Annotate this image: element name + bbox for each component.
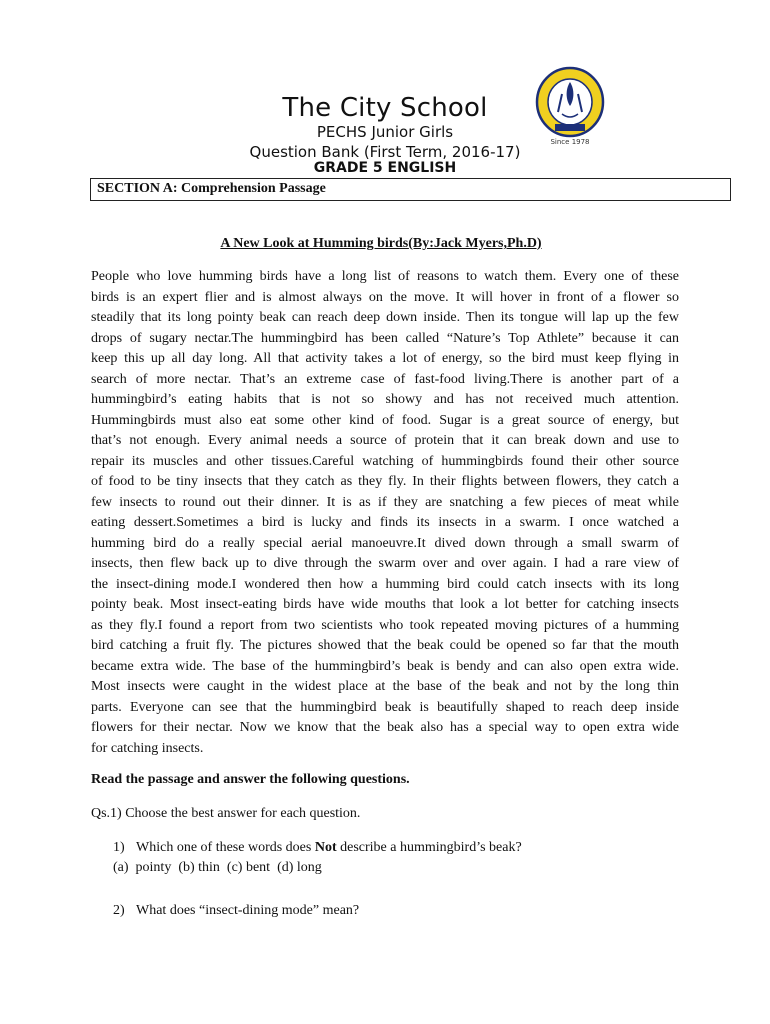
question-2-number: 2) bbox=[113, 903, 125, 918]
passage-line: as they fly.I found a report from two scientists who took repeated moving pictures of a humming bbox=[91, 617, 679, 633]
passage-title-main: A New Look at Humming birds bbox=[220, 236, 409, 251]
passage-line: became extra wide. The base of the hummingbird’s beak is bendy and can also open extra wide. bbox=[91, 658, 679, 674]
passage-line: search of more nectar. That’s an extreme case of fast-food living.There is another part of a bbox=[91, 371, 679, 387]
question-1-number: 1) bbox=[113, 840, 125, 855]
passage-line: for catching insects. bbox=[91, 740, 204, 756]
passage-line: insects, then flew back up to dive through the swarm over and over again. I had a rare view of bbox=[91, 556, 679, 571]
passage-body bbox=[91, 267, 679, 759]
school-name: The City School bbox=[282, 93, 488, 123]
passage-byline: (By:Jack Myers,Ph.D) bbox=[408, 236, 542, 251]
passage-line: keep this up all day long. All that activity takes a lot of energy, so the bird must keep flying in bbox=[91, 351, 679, 366]
passage-line: parts. Everyone can see that the hummingbird beak is beautifully shaped to reach deep inside bbox=[91, 699, 679, 715]
question-1-text-before: Which one of these words does bbox=[136, 840, 315, 855]
passage-line: repair its muscles and other tissues.Careful watching of hummingbirds found their other source bbox=[91, 453, 679, 469]
question-set-label: Qs.1) Choose the best answer for each question. bbox=[91, 806, 361, 821]
passage-line: few insects to round out their dinner. It is as if they are snatching a few pieces of meat while bbox=[91, 494, 679, 510]
passage-line: the insect-dining mode.I wondered then how a humming bird could catch insects with its long bbox=[91, 576, 679, 592]
question-1-options: (a) pointy (b) thin (c) bent (d) long bbox=[113, 860, 322, 875]
passage-line: eating dessert.Sometimes a bird is lucky and finds its insects in a swarm. I once watched a bbox=[91, 515, 679, 530]
question-2-text: What does “insect-dining mode” mean? bbox=[136, 903, 360, 918]
question-2 bbox=[113, 903, 359, 919]
passage-line: of food to be tiny insects that they catch as they fly. In their flights between flowers, they catch a bbox=[91, 474, 679, 489]
passage-line: Most insects were caught in the widest place at the base of the beak and not by the long thin bbox=[91, 679, 679, 694]
question-1 bbox=[113, 840, 522, 856]
passage-title bbox=[0, 236, 762, 252]
passage-line: steadily that its long pointy beak can reach deep down inside. Then its tongue will lap up the few bbox=[91, 310, 679, 325]
instruction-text: Read the passage and answer the following questions. bbox=[91, 772, 410, 787]
passage-line: bird catching a fruit fly. The pictures showed that the beak could be opened so far that the mouth bbox=[91, 638, 679, 653]
question-1-text-after: describe a hummingbird’s beak? bbox=[336, 840, 522, 855]
passage-line: hummingbird’s eating habits that is not so showy and has not received much attention. bbox=[91, 392, 679, 407]
passage-line: birds is an expert flier and is almost always on the move. It will hover in front of a flower so bbox=[91, 289, 679, 305]
passage-line: humming bird do a really special aerial manoeuvre.It dived down through a small swarm of bbox=[91, 535, 679, 551]
section-title: SECTION A: Comprehension Passage bbox=[97, 181, 326, 196]
question-bank-title: Question Bank (First Term, 2016-17) bbox=[249, 143, 521, 161]
passage-line: Hummingbirds must also eat some other kind of food. Sugar is a great source of energy, but bbox=[91, 412, 679, 428]
section-heading-box bbox=[90, 178, 731, 201]
question-1-bold-word: Not bbox=[314, 840, 337, 855]
svg-text:Since 1978: Since 1978 bbox=[550, 138, 590, 146]
campus-name: PECHS Junior Girls bbox=[316, 123, 454, 141]
passage-line: flowers for their nectar. Now we know that the beak also has a special way to open extra wide bbox=[91, 720, 679, 735]
passage-line: People who love humming birds have a long list of reasons to watch them. Every one of these bbox=[91, 269, 679, 284]
passage-line: drops of sugary nectar.The hummingbird has been called “Nature’s Top Athlete” because it can bbox=[91, 330, 679, 346]
passage-line: that’s not enough. Every animal needs a source of protein that it can break down and use to bbox=[91, 433, 679, 448]
school-logo bbox=[532, 64, 608, 148]
grade-label: GRADE 5 ENGLISH bbox=[313, 160, 457, 176]
passage-line: pointy beak. Most insect-eating birds have wide mouths that look a lot better for catching insects bbox=[91, 597, 679, 612]
